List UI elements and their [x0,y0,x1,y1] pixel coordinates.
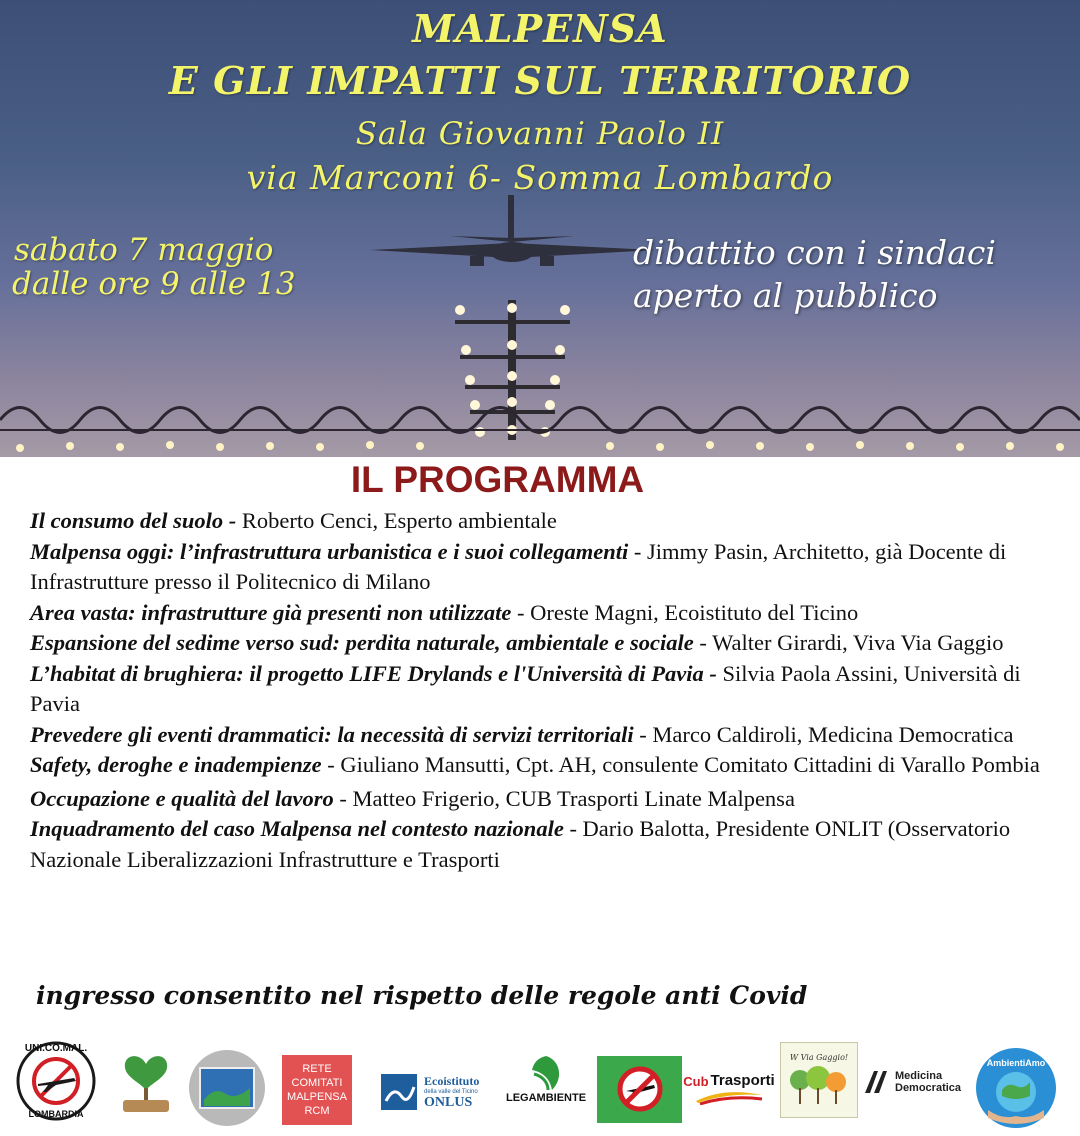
medicina-democratica-logo [862,1064,966,1100]
no-airplane-icon [612,1065,668,1115]
green-heart-logo [115,1050,177,1116]
rete-line-2: COMITATI [291,1077,343,1089]
rete-line-3: MALPENSA [287,1091,347,1103]
programme-speaker: - Matteo Frigerio, CUB Trasporti Linate Malpensa [333,785,795,811]
hero-banner [0,0,1080,457]
legambiente-text: LEGAMBIENTE [505,1092,587,1104]
legambiente-leaf-icon [526,1054,566,1092]
programme-item [30,720,1040,751]
programme-topic: Prevedere gli eventi drammatici: la necessità di servizi territoriali [30,721,634,747]
venue-address: via Marconi 6- Somma Lombardo [246,158,834,197]
programme-speaker: - Oreste Magni, Ecoistituto del Ticino [511,599,859,625]
programme-item [30,628,1040,659]
unicomal-top-text: UNI.CO.MAL. [24,1043,88,1054]
programme-item [30,537,1040,598]
programme-speaker: - Marco Caldiroli, Medicina Democratica [633,721,1014,747]
ecoistituto-line-3: ONLUS [424,1094,473,1110]
ecoistituto-emblem [380,1073,418,1111]
medicina-text [895,1070,961,1094]
programme-topic: Safety, deroghe e inadempienze [30,752,322,777]
region-map-logo [186,1048,268,1128]
ambientiamo-logo [974,1046,1058,1130]
unicomal-logo [6,1040,106,1122]
ambientiamo-text: AmbientiAmo [986,1058,1046,1068]
cub-trasporti-logo [683,1062,775,1114]
rete-line-1: RETE [302,1063,332,1075]
programme-heading: IL PROGRAMMA [350,459,645,500]
no-plane-logo [597,1056,682,1123]
map-icon [186,1048,268,1128]
programme-speaker: - Giuliano Mansutti, Cpt. AH, consulente Comitato Cittadini di Varallo Pombia [321,752,1040,777]
ecoistituto-logo [380,1070,490,1114]
rete-line-4: RCM [304,1105,330,1117]
cub-swoosh-icon [694,1089,764,1105]
covid-notice: ingresso consentito nel rispetto delle regole anti Covid [36,981,808,1010]
programme-speaker: Silvia Paola Assini, Università di Pavia [30,660,1021,716]
legambiente-logo [500,1050,592,1108]
programme-topic: Il consumo del suolo - [30,508,237,533]
programme-topic: L’habitat di brughiera: il progetto LIFE Drylands e l'Università di Pavia - [30,660,717,686]
programme-item [30,784,1040,815]
medicina-line-1: Medicina [895,1070,943,1082]
programme-topic: Inquadramento del caso Malpensa nel contesto nazionale [30,816,564,841]
programme-topic: Malpensa oggi: l’infrastruttura urbanistica e i suoi collegamenti [30,538,629,564]
ecoistituto-text [424,1074,479,1111]
venue-name: Sala Giovanni Paolo II [355,116,725,152]
programme-speaker: - Dario Balotta, Presidente ONLIT (Osservatorio Nazionale Liberalizzazioni Infrastrutture e Trasporti [30,816,1011,872]
programme-item [30,750,1040,781]
debate-description: dibattito con i sindaci [633,233,996,272]
event-date: sabato 7 maggio [14,232,274,268]
programme-speaker: Roberto Cenci, Esperto ambientale [236,508,557,533]
via-gaggio-trees-icon [786,1062,852,1108]
approach-lights [455,300,570,440]
programme-topic: Area vasta: infrastrutture già presenti non utilizzate [30,599,512,625]
programme-item [30,598,1040,629]
ecoistituto-line-1: Ecoistituto [424,1073,480,1088]
medicina-line-2: Democratica [895,1082,962,1094]
unicomal-bottom-text: LOMBARDIA [28,1109,84,1119]
programme-speaker: - Walter Girardi, Viva Via Gaggio [693,630,1004,655]
programme-item [30,659,1040,720]
event-time: dalle ore 9 alle 13 [12,266,296,302]
runway-lights [16,441,1064,452]
medicina-emblem [862,1067,892,1097]
heart-tree-icon [115,1050,177,1116]
programme-list [30,506,1040,875]
programme-topic: Occupazione e qualità del lavoro [30,785,334,811]
cub-text: Cub [683,1073,709,1089]
via-gaggio-logo [780,1042,858,1118]
airplane-icon [370,195,655,266]
public-access-note: aperto al pubblico [633,276,938,315]
programme-item [30,814,1040,875]
programme-item [30,506,1040,537]
event-title-line-2: E GLI IMPATTI SUL TERRITORIO [168,58,912,103]
programme-speaker: - Jimmy Pasin, Architetto, già Docente di Infrastrutture presso il Politecnico di Milano [30,538,1007,594]
ecoistituto-line-2: della valle del Ticino [424,1088,478,1095]
trasporti-text: Trasporti [710,1071,775,1089]
event-title-line-1: MALPENSA [412,6,668,51]
cub-trasporti-text [683,1072,774,1089]
programme-topic: Espansione del sedime verso sud: perdita naturale, ambientale e sociale [30,630,694,655]
rete-comitati-logo [282,1055,352,1125]
via-gaggio-text: W Via Gaggio! [789,1052,849,1062]
